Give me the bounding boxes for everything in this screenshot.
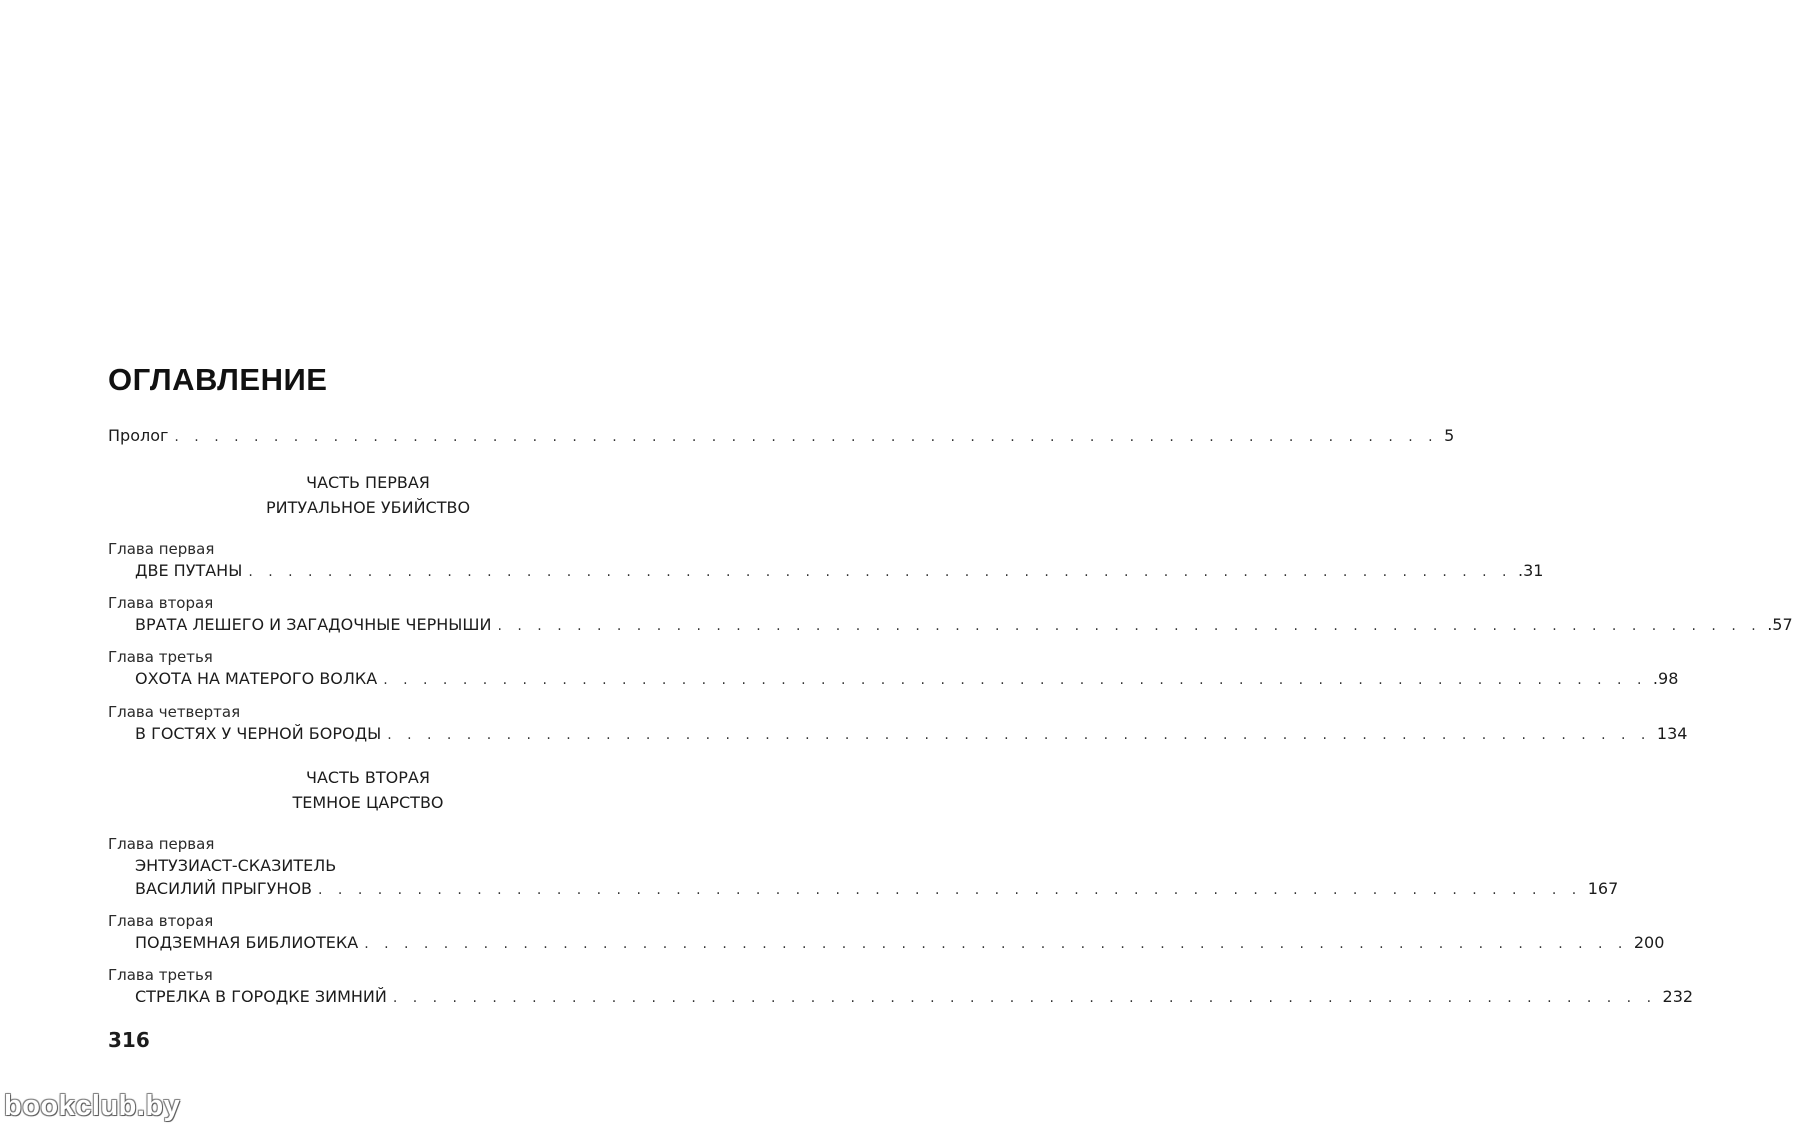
chapter-label: Глава вторая: [108, 594, 214, 612]
dot-leader: . . . . . . . . . . . . . . . . . . . . . . . . . . . . . . . . . . . . . . . . . . . . . . . . . . . . . . . . . . . . . . . .: [497, 618, 1762, 634]
toc-entry-chapter[interactable]: [135, 615, 1793, 634]
toc-entry-chapter[interactable]: [135, 879, 1619, 898]
entry-page-number: 134: [1656, 724, 1688, 743]
entry-title-line: ЭНТУЗИАСТ-СКАЗИТЕЛЬ: [135, 856, 337, 875]
toc-heading: ОГЛАВЛЕНИЕ: [108, 362, 328, 397]
entry-page-number: .31: [1518, 561, 1544, 580]
chapter-label: Глава третья: [108, 648, 213, 666]
toc-entry-chapter[interactable]: [135, 561, 1544, 580]
chapter-label: Глава первая: [108, 540, 215, 558]
dot-leader: . . . . . . . . . . . . . . . . . . . . . . . . . . . . . . . . . . . . . . . . . . . . . . . . . . . . . . . . . . . . . . . .: [318, 882, 1582, 898]
part-number: ЧАСТЬ ПЕРВАЯ: [306, 473, 430, 492]
part-two-heading: [108, 765, 628, 815]
entry-title: ОХОТА НА МАТЕРОГО ВОЛКА: [135, 669, 378, 688]
entry-title: Пролог: [108, 426, 169, 445]
site-watermark: bookclub.by: [4, 1090, 181, 1122]
entry-title: ПОДЗЕМНАЯ БИБЛИОТЕКА: [135, 933, 359, 952]
entry-title: ДВЕ ПУТАНЫ: [135, 561, 243, 580]
entry-page-number: 5: [1444, 426, 1455, 445]
entry-page-number: .98: [1652, 669, 1679, 688]
part-number: ЧАСТЬ ВТОРАЯ: [306, 768, 430, 787]
chapter-label: Глава вторая: [108, 912, 214, 930]
entry-page-number: .57: [1767, 615, 1793, 634]
part-one-heading: [108, 470, 628, 520]
entry-page-number: 167: [1587, 879, 1619, 898]
toc-entry-chapter[interactable]: [135, 987, 1694, 1006]
chapter-label: Глава четвертая: [108, 703, 241, 721]
toc-entry-chapter[interactable]: [135, 933, 1665, 952]
entry-title: В ГОСТЯХ У ЧЕРНОЙ БОРОДЫ: [135, 724, 382, 743]
entry-page-number: 200: [1633, 933, 1665, 952]
toc-entry-chapter[interactable]: [135, 724, 1688, 743]
chapter-label: Глава третья: [108, 966, 213, 984]
entry-title: ВАСИЛИЙ ПРЫГУНОВ: [135, 879, 313, 898]
toc-entry-chapter[interactable]: [135, 669, 1679, 688]
part-name: РИТУАЛЬНОЕ УБИЙСТВО: [265, 498, 471, 517]
page-folio-number: 316: [108, 1028, 150, 1052]
part-name: ТЕМНОЕ ЦАРСТВО: [292, 793, 444, 812]
toc-entry-prologue[interactable]: [108, 426, 1455, 445]
entry-page-number: 232: [1662, 987, 1694, 1006]
dot-leader: . . . . . . . . . . . . . . . . . . . . . . . . . . . . . . . . . . . . . . . . . . . . . . . . . . . . . . . . . . . . . . . .: [174, 429, 1439, 445]
dot-leader: . . . . . . . . . . . . . . . . . . . . . . . . . . . . . . . . . . . . . . . . . . . . . . . . . . . . . . . . . . . . . . . .: [364, 936, 1628, 952]
entry-title: ВРАТА ЛЕШЕГО И ЗАГАДОЧНЫЕ ЧЕРНЫШИ: [135, 615, 492, 634]
dot-leader: . . . . . . . . . . . . . . . . . . . . . . . . . . . . . . . . . . . . . . . . . . . . . . . . . . . . . . . . . . . . . . . .: [387, 727, 1651, 743]
entry-title: СТРЕЛКА В ГОРОДКЕ ЗИМНИЙ: [135, 987, 387, 1006]
dot-leader: . . . . . . . . . . . . . . . . . . . . . . . . . . . . . . . . . . . . . . . . . . . . . . . . . . . . . . . . . . . . . . . .: [392, 990, 1657, 1006]
dot-leader: . . . . . . . . . . . . . . . . . . . . . . . . . . . . . . . . . . . . . . . . . . . . . . . . . . . . . . . . . . . . . . . .: [383, 672, 1647, 688]
chapter-label: Глава первая: [108, 835, 215, 853]
dot-leader: . . . . . . . . . . . . . . . . . . . . . . . . . . . . . . . . . . . . . . . . . . . . . . . . . . . . . . . . . . . . . . . .: [248, 564, 1513, 580]
